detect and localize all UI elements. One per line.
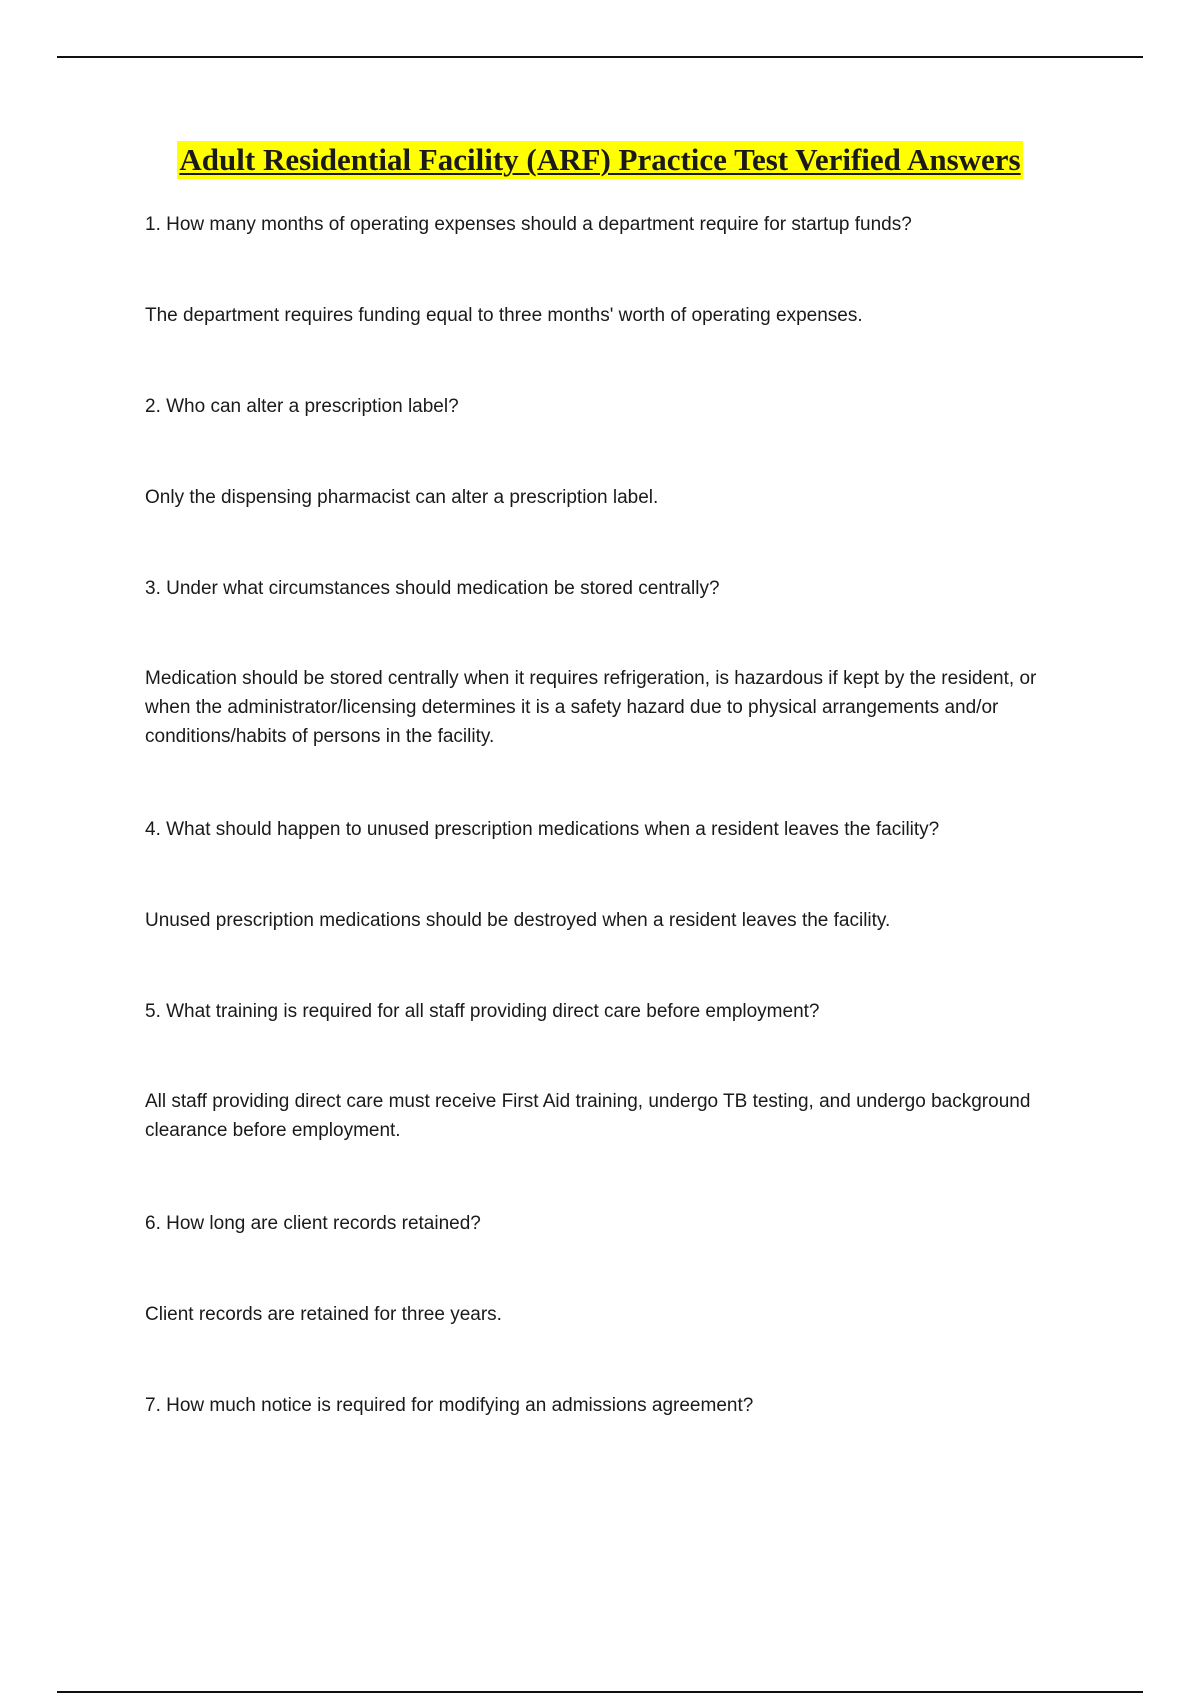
document-title: Adult Residential Facility (ARF) Practice Test Verified Answers xyxy=(179,142,1021,177)
question-4: 4. What should happen to unused prescription medications when a resident leaves the facility? xyxy=(145,819,940,840)
question-6: 6. How long are client records retained? xyxy=(145,1213,481,1234)
question-2: 2. Who can alter a prescription label? xyxy=(145,396,459,417)
answer-2: Only the dispensing pharmacist can alter a prescription label. xyxy=(145,487,659,508)
title-container xyxy=(0,141,1200,179)
question-7: 7. How much notice is required for modifying an admissions agreement? xyxy=(145,1395,754,1416)
answer-1: The department requires funding equal to three months' worth of operating expenses. xyxy=(145,305,863,326)
answer-4: Unused prescription medications should be destroyed when a resident leaves the facility. xyxy=(145,910,891,931)
answer-6: Client records are retained for three years. xyxy=(145,1304,502,1325)
question-3: 3. Under what circumstances should medication be stored centrally? xyxy=(145,578,720,599)
header-rule xyxy=(57,56,1143,58)
question-1: 1. How many months of operating expenses should a department require for startup funds? xyxy=(145,214,912,235)
footer-rule xyxy=(57,1691,1143,1693)
answer-3: Medication should be stored centrally when it requires refrigeration, is hazardous if kept by the resident, or when the administrator/licensing determines it is a safety hazard due to physical arrangements and/or conditions/habits of persons in the facility. xyxy=(145,668,1037,747)
question-5: 5. What training is required for all staff providing direct care before employment? xyxy=(145,1001,820,1022)
answer-5: All staff providing direct care must receive First Aid training, undergo TB testing, and undergo background clearance before employment. xyxy=(145,1091,1031,1141)
